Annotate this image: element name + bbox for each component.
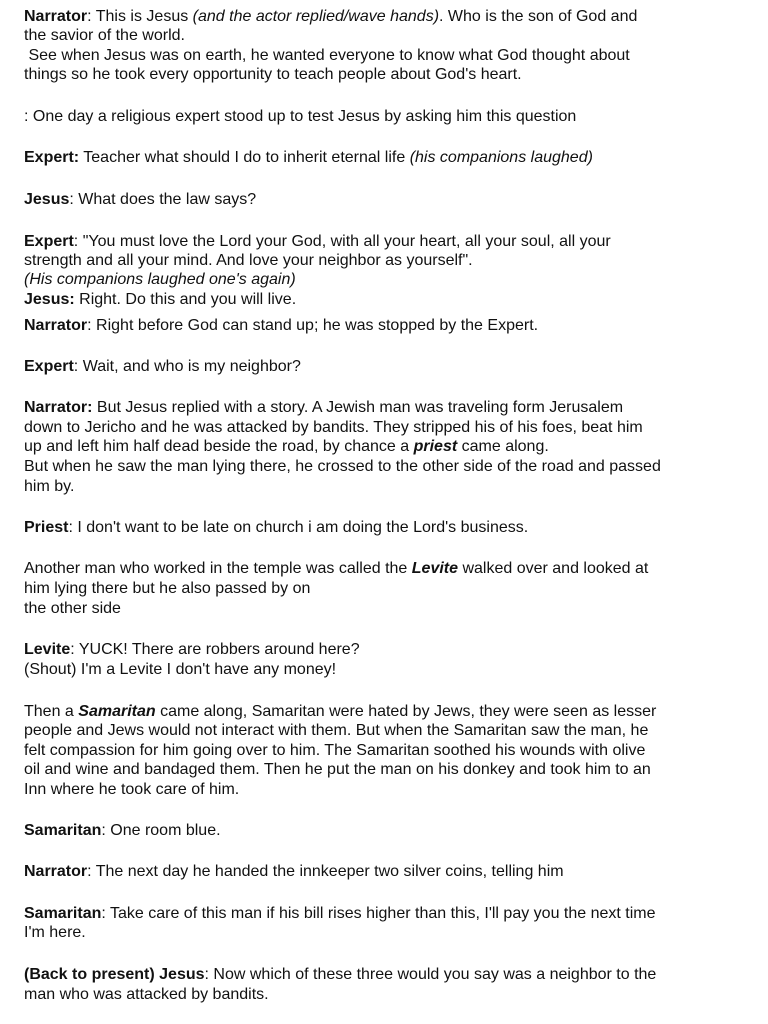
speaker-narrator: Narrator	[24, 863, 88, 880]
speaker-samaritan: Samaritan	[24, 822, 102, 839]
jesus-right-line	[24, 290, 296, 310]
emphasis-samaritan: Samaritan	[78, 703, 156, 720]
dialogue-text: Right. Do this and you will live.	[74, 291, 297, 308]
narrator-intro-line-3: See when Jesus was on earth, he wanted everyone to know what God thought about	[24, 47, 630, 64]
speaker-jesus: (Back to present) Jesus	[24, 966, 205, 983]
expert-intro-line: : One day a religious expert stood up to test Jesus by asking him this question	[24, 108, 577, 125]
samaritan-narration-line-3: felt compassion for him going over to him. The Samaritan soothed his wounds with olive	[24, 742, 646, 759]
samaritan-narration-line-5: Inn where he took care of him.	[24, 781, 240, 798]
dialogue-text: came along, Samaritan were hated by Jews, they were seen as lesser	[155, 703, 657, 720]
jesus-question-line-2: man who was attacked by bandits.	[24, 986, 269, 1003]
speaker-samaritan: Samaritan	[24, 905, 102, 922]
dialogue-text: up and left him half dead beside the road, by chance a	[24, 438, 414, 455]
dialogue-text: : Now which of these three would you say was a neighbor to the	[204, 966, 657, 983]
dialogue-text: : The next day he handed the innkeeper two silver coins, telling him	[87, 863, 564, 880]
samaritan-room-line	[24, 821, 221, 841]
jesus-question-line-1	[24, 965, 656, 985]
narrator-intro-line-1	[24, 7, 637, 27]
samaritan-narration-line-2: people and Jews would not interact with them. But when the Samaritan saw the man, he	[24, 722, 649, 739]
speaker-expert: Expert:	[24, 149, 80, 166]
emphasis-priest: priest	[413, 438, 458, 455]
expert-question-line	[24, 148, 593, 168]
emphasis-levite: Levite	[411, 560, 459, 577]
narrator-stop-line	[24, 316, 538, 336]
speaker-jesus: Jesus:	[24, 291, 75, 308]
speaker-narrator: Narrator:	[24, 399, 93, 416]
narrator-intro-line-4: things so he took every opportunity to teach people about God's heart.	[24, 66, 522, 83]
samaritan-care-line-1	[24, 904, 656, 924]
narrator-story-line-3	[24, 437, 549, 457]
speaker-expert: Expert	[24, 358, 74, 375]
dialogue-text: Teacher what should I do to inherit eternal life	[79, 149, 410, 166]
speaker-expert: Expert	[24, 233, 74, 250]
stage-direction: (and the actor replied/wave hands)	[192, 8, 440, 25]
samaritan-care-line-2: I'm here.	[24, 924, 86, 941]
samaritan-narration-line-1	[24, 702, 656, 722]
narrator-intro-line-2: the savior of the world.	[24, 27, 185, 44]
jesus-law-line	[24, 190, 256, 210]
dialogue-text: But Jesus replied with a story. A Jewish man was traveling form Jerusalem	[92, 399, 624, 416]
dialogue-text: : "You must love the Lord your God, with all your heart, all your soul, all your	[73, 233, 611, 250]
levite-line-1	[24, 640, 360, 660]
dialogue-text: . Who is the son of God and	[439, 8, 638, 25]
dialogue-text: : Right before God can stand up; he was stopped by the Expert.	[87, 317, 539, 334]
levite-narration-line-2: him lying there but he also passed by on	[24, 580, 311, 597]
dialogue-text: : What does the law says?	[69, 191, 257, 208]
narrator-coins-line	[24, 862, 564, 882]
speaker-priest: Priest	[24, 519, 69, 536]
levite-narration-line-1	[24, 559, 648, 579]
priest-line	[24, 518, 528, 538]
stage-direction: (His companions laughed one's again)	[24, 271, 296, 288]
dialogue-text: Another man who worked in the temple was called the	[24, 560, 412, 577]
dialogue-text: : Wait, and who is my neighbor?	[73, 358, 301, 375]
expert-answer-line-2: strength and all your mind. And love your neighbor as yourself".	[24, 252, 473, 269]
levite-line-2: (Shout) I'm a Levite I don't have any money!	[24, 661, 337, 678]
narrator-story-line-1	[24, 398, 623, 418]
dialogue-text: : This is Jesus	[87, 8, 193, 25]
expert-neighbor-line	[24, 357, 301, 377]
speaker-jesus: Jesus	[24, 191, 70, 208]
narrator-story-line-4: But when he saw the man lying there, he crossed to the other side of the road and passed	[24, 458, 661, 475]
dialogue-text: : One room blue.	[101, 822, 221, 839]
narrator-story-line-5: him by.	[24, 478, 75, 495]
speaker-narrator: Narrator	[24, 8, 88, 25]
expert-answer-line-1	[24, 232, 611, 252]
speaker-narrator: Narrator	[24, 317, 88, 334]
dialogue-text: Then a	[24, 703, 79, 720]
narrator-story-line-2: down to Jericho and he was attacked by bandits. They stripped his of his foes, beat him	[24, 419, 643, 436]
dialogue-text: walked over and looked at	[458, 560, 649, 577]
levite-narration-line-3: the other side	[24, 600, 121, 617]
dialogue-text: : I don't want to be late on church i am doing the Lord's business.	[68, 519, 529, 536]
dialogue-text: : YUCK! There are robbers around here?	[70, 641, 360, 658]
speaker-levite: Levite	[24, 641, 71, 658]
stage-direction: (his companions laughed)	[409, 149, 593, 166]
samaritan-narration-line-4: oil and wine and bandaged them. Then he put the man on his donkey and took him to an	[24, 761, 651, 778]
dialogue-text: came along.	[457, 438, 549, 455]
dialogue-text: : Take care of this man if his bill rises higher than this, I'll pay you the next time	[101, 905, 656, 922]
